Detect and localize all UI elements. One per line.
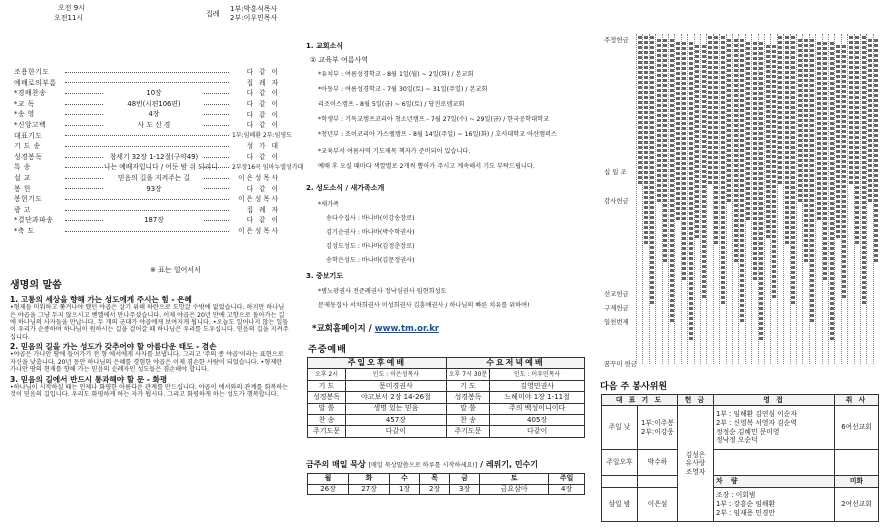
greeting-team: 조장 : 이회범 1부 : 강흥순 임해환 2부 : 임재용 민경만: [714, 488, 835, 522]
meditation-note: [매일 묵상말씀으로 하루를 시작하세요!]: [368, 462, 478, 469]
greeting-team: 차 량: [714, 476, 835, 488]
kitchen-team: 2여선교회: [835, 488, 879, 522]
order-of-worship-column: [0, 0, 304, 529]
order-label: *결단과파송: [14, 216, 54, 225]
order-leader-dots: [65, 199, 229, 200]
meditation-chapter: 1장: [390, 484, 420, 495]
role-label: 주기도문: [308, 426, 346, 437]
offering-names-text: [842, 45, 846, 300]
new-family-line: 송학은성도 : 바나바(김문정권사): [326, 257, 415, 264]
offering-names-text: [778, 36, 782, 186]
order-performer: 다 같 이: [246, 121, 280, 130]
offering-names-text: [734, 39, 738, 264]
education-line: 리조이스캠프 - 8월 5일(금) ~ 6일(토) / 당진로뎀교회: [318, 101, 465, 108]
offering-category-label: 일천번제: [604, 318, 629, 326]
service-name: 주일오후: [602, 450, 638, 476]
order-row: [14, 173, 280, 184]
offering-names-text: [804, 39, 808, 264]
offering-names-text: [682, 42, 686, 282]
order-row: [14, 99, 280, 110]
order-performer: 다 같 이: [246, 99, 280, 108]
offering-names-text: [708, 36, 712, 186]
offering-names-text: [817, 42, 821, 222]
offering-names-text: [791, 36, 795, 306]
order-content: 187장: [104, 216, 204, 224]
new-family-line: 김기순권사 : 바나바(박수학권사): [326, 229, 415, 236]
service-times: [50, 4, 280, 30]
weekly-worship-table: [307, 357, 585, 438]
meditation-day: 토: [480, 474, 549, 485]
order-performer: 1부:임해환 2부:임영도: [232, 132, 292, 140]
offering-names-text: [836, 45, 840, 240]
order-content: 창세기 32장 1-12절(구약49): [104, 153, 204, 161]
order-row: [14, 67, 280, 78]
order-label: 예배로의부름: [14, 78, 57, 87]
order-leader-dots: [65, 146, 229, 147]
order-row: [14, 226, 280, 237]
stand-note: ※ 표는 일어서서: [150, 266, 201, 274]
role-value: 김영민권사: [490, 380, 585, 391]
next-week-row: [602, 450, 879, 476]
offering-names-text: [714, 36, 718, 246]
order-row: [14, 141, 280, 152]
order-content: 10장: [104, 89, 204, 97]
homepage-label: *교회홈페이지 /: [312, 324, 372, 334]
prayer-leader: [638, 476, 678, 488]
offering-names-vertical: [636, 34, 880, 364]
offering-category-label: 주정헌금: [604, 36, 629, 44]
service-name: 주일 낮: [602, 406, 638, 450]
wednesday-title: 수요저녁예배: [446, 358, 584, 369]
prayer-leader: 박수하: [638, 450, 678, 476]
education-line: *유치부 : 여름성경학교 - 8월 1일(월) ~ 2일(화) / 본교회: [318, 71, 474, 78]
order-leader-dots: [65, 231, 229, 232]
order-label: 광 고: [14, 205, 31, 214]
order-label: 설 교: [14, 173, 31, 182]
order-performer: 집 례 자: [246, 78, 280, 87]
order-row: [14, 152, 280, 163]
order-content: 48번(시편106편): [104, 100, 204, 108]
education-line: *아동부 : 여름성경학교 - 7월 30일(토) ~ 31일(주일) / 본교회: [318, 86, 488, 93]
offering-names-text: [676, 42, 680, 222]
order-row: [14, 78, 280, 89]
role-label: 성경봉독: [308, 392, 346, 403]
offering-names-text: [766, 45, 770, 240]
life-section-body: •야곱은 가나안 땅에 들어가기 전 형 에서에게 사자를 보냅니다. 그리고 '주의 종 야곱'이라는 표현으로 자신을 낮춥니다. 20년 동안 하나님의 은혜를 경험한 야곱은 이제 겸손한 사람이 되었습니다. •형제란 가나안 땅의 현재를 향해 가는 믿음의 순례자인 성도들은 겸손해야 합니다.: [10, 351, 284, 374]
greeting-team: [714, 450, 835, 476]
meditation-day: 수: [390, 474, 420, 485]
wednesday-leader: 인도 : 이우민목사: [490, 369, 585, 380]
meditation-chapter: 3장: [450, 484, 480, 495]
life-word-body: [10, 294, 290, 399]
offering-category-label: 선교헌금: [604, 290, 629, 298]
meditation-day: 화: [349, 474, 390, 485]
meditation-chapter: 4장: [549, 484, 585, 495]
new-family-title: 2. 성도소식 / 새가족소개: [306, 184, 385, 192]
order-row: [14, 88, 280, 99]
service-name: 삼일 밤: [602, 488, 638, 522]
order-label: 조용한기도: [14, 68, 50, 77]
homepage: [312, 324, 439, 335]
offering-names-text: [740, 39, 744, 324]
meditation-day: 주일: [549, 474, 585, 485]
kitchen-team: 6여선교회: [835, 406, 879, 450]
meditation-suffix: / 레위기, 민수기: [480, 460, 539, 469]
col-head: 취 사: [835, 395, 879, 406]
order-label: 봉헌기도: [14, 195, 43, 204]
next-week-row: [602, 476, 879, 488]
offering-names-text: [772, 45, 776, 300]
weekly-worship-row: [308, 414, 585, 425]
col-head: 대 표 기 도: [602, 395, 678, 406]
meditation-chapter: 금요삼아: [480, 484, 549, 495]
offering-names-text: [849, 36, 853, 186]
order-label: 특 송: [14, 163, 31, 172]
offering-names-text: [868, 39, 872, 204]
prayer-leader: 이은섬: [638, 488, 678, 522]
offering-names-text: [746, 42, 750, 222]
order-performer: 성 가 대: [246, 142, 280, 151]
order-row: [14, 109, 280, 120]
new-family-line: 송다수집사 : 바나바(이강송장로): [326, 215, 415, 222]
prayer-leader: 1부:이주봉 2부:이강웅: [638, 406, 678, 450]
order-content: 믿음의 길을 지켜주는 길: [104, 174, 204, 182]
offering-names-text: [644, 36, 648, 246]
sunday-pm-leader: 인도 : 이은성목사: [346, 369, 447, 380]
offering-names-text: [638, 36, 642, 186]
greeting-team: 1부 : 임해환 김연심 이순자 2부 : 신영복 서영자 김순역 정정순 김혜민 문미영 정낙정 오순덕: [714, 406, 835, 450]
offering-names-text: [670, 39, 674, 324]
order-content: 4장: [104, 110, 204, 118]
next-week-title: 다음 주 봉사위원: [600, 382, 668, 392]
second-service-time: 오전11시: [54, 14, 84, 22]
offering-names-text: [810, 39, 814, 324]
education-line: 예배 후 오실 때마다 색깔별로 2개씩 뽑아가 주시고 계속해서 기도 부탁드립니다.: [318, 163, 535, 170]
weekly-worship-title: 주중예배: [308, 345, 347, 355]
intercession-line: *병노광권사 전준례권사 정낙심권사 임현희성도: [318, 288, 447, 295]
col-head: 영 접: [714, 395, 835, 406]
order-label: *송 영: [14, 110, 35, 119]
role-label: 찬 송: [446, 414, 489, 425]
life-section-heading: 3. 믿음의 길에서 반드시 통과해야 할 문 - 화평: [10, 374, 168, 384]
life-word-title: 생명의 말씀: [10, 280, 62, 291]
order-content: 93장: [104, 185, 204, 193]
offering-names-text: [823, 42, 827, 282]
offering-names-text: [663, 39, 667, 264]
meditation-chapter: 2장: [420, 484, 450, 495]
order-leader-dots: [65, 72, 229, 73]
order-row: [14, 120, 280, 131]
order-label: 봉 헌: [14, 184, 31, 193]
offering-names-text: [785, 36, 789, 246]
role-label: 성경봉독: [446, 392, 489, 403]
order-performer: 다 같 이: [246, 68, 280, 77]
intercession-line: 문제동집사 서차희권사 이성희권사 김흥애권사 / 하나님의 빠른 치유를 위하여!: [318, 302, 530, 309]
offering-names-text: [695, 45, 699, 240]
role-label: 주기도문: [446, 426, 489, 437]
offering-category-label: 구제헌금: [604, 304, 629, 312]
order-performer: 2부장16곡 임마누엘성가대: [232, 163, 304, 171]
service-name: [602, 476, 638, 488]
order-leader-dots: [65, 210, 229, 211]
order-performer: 다 같 이: [246, 110, 280, 119]
weekly-worship-row: [308, 392, 585, 403]
order-label: 성경봉독: [14, 152, 43, 161]
role-label: 말 씀: [308, 403, 346, 414]
role-value: 생명 있는 믿음: [346, 403, 447, 414]
next-week-row: [602, 406, 879, 450]
offering-names-text: [855, 36, 859, 246]
new-family-subtitle: *새가족: [318, 201, 340, 208]
order-row: [14, 205, 280, 216]
meditation-day: 목: [420, 474, 450, 485]
offering-column: [596, 0, 880, 529]
education-line: *교육부서 여름사역 기도제목 책자가 준비되어 있습니다.: [318, 148, 471, 155]
offering-names-text: [830, 42, 834, 342]
meditation-day: 금: [450, 474, 480, 485]
order-performer: 다 같 이: [246, 152, 280, 161]
offering-category-label: 꿈꾸미 헌금: [604, 360, 637, 368]
offering-names-text: [874, 39, 878, 264]
meditation-title-text: 금주의 매일 묵상: [306, 460, 366, 469]
role-value: 다같이: [346, 426, 447, 437]
order-list: [14, 67, 304, 237]
order-performer: 이은성목사: [238, 195, 280, 204]
offering-names-text: [727, 39, 731, 204]
order-label: 대표기도: [14, 131, 43, 140]
order-performer: 집 례 자: [246, 205, 280, 214]
first-service-time: 오전 9시: [58, 4, 85, 12]
order-row: [14, 215, 280, 226]
offering-names-text: [798, 39, 802, 204]
offering-names-text: [862, 36, 866, 306]
role-value: 주의 백성이니이다: [490, 403, 585, 414]
homepage-link[interactable]: www.tm.or.kr: [374, 324, 440, 334]
order-label: *축 도: [14, 226, 35, 235]
order-row: [14, 194, 280, 205]
order-label: *교 독: [14, 99, 35, 108]
offering-names-text: [650, 36, 654, 306]
weekly-worship-row: [308, 426, 585, 437]
meditation-day: 월: [308, 474, 349, 485]
offering-names-text: [721, 36, 725, 306]
order-label: *신앙고백: [14, 121, 47, 130]
offering-names-text: [753, 42, 757, 282]
kitchen-team: 미화: [835, 476, 879, 488]
daily-meditation-table: [307, 473, 585, 495]
officiant-label: 집례: [206, 10, 220, 18]
order-row: [14, 162, 304, 173]
offering-names-text: [759, 42, 763, 342]
wednesday-time: 오후 7시 30분: [446, 369, 489, 380]
weekly-worship-row: [308, 380, 585, 391]
role-value: 문미경권사: [346, 380, 447, 391]
offering-names-text: [702, 45, 706, 300]
order-performer: 다 같 이: [246, 216, 280, 225]
second-officiant: 2부:이우민목사: [230, 14, 278, 22]
education-line: *학생부 : 기독교캠프코리아 청소년캠프 - 7월 27일(수) ~ 29일(금) / 한국공학대학교: [318, 116, 550, 123]
intercession-title: 3. 중보기도: [306, 272, 344, 280]
life-section-heading: 2. 믿음의 길을 가는 성도가 갖추어야 할 아름다운 태도 - 겸손: [10, 342, 217, 352]
order-content: 나는 예배자입니다 / 어둔 밤 쉬 되리니: [104, 163, 218, 172]
order-performer: 다 같 이: [246, 89, 280, 98]
role-label: 말 씀: [446, 403, 489, 414]
first-officiant: 1부:박흥식목사: [230, 5, 278, 13]
role-value: 405장: [490, 414, 585, 425]
meditation-chapter: 26장: [308, 484, 349, 495]
order-performer: 다 같 이: [246, 184, 280, 193]
daily-meditation-title: [306, 460, 538, 470]
new-family-line: 김성도성도 : 바나바(김정춘장로): [326, 243, 415, 250]
order-label: *경배찬송: [14, 89, 47, 98]
offering-names-text: [689, 42, 693, 342]
education-title: ① 교육부 여름사역: [310, 56, 369, 64]
role-value: 야고보서 2장 14-26절: [346, 392, 447, 403]
sunday-pm-time: 오후 2시: [308, 369, 346, 380]
weekly-worship-row: [308, 403, 585, 414]
order-row: [14, 184, 280, 195]
order-performer: 이은성목사: [238, 174, 280, 183]
order-leader-dots: [65, 135, 229, 136]
order-label: 기 도 송: [14, 142, 41, 151]
kitchen-team: [835, 450, 879, 476]
meditation-chapter: 27장: [349, 484, 390, 495]
order-leader-dots: [65, 82, 229, 83]
role-label: 기 도: [308, 380, 346, 391]
role-value: 457장: [346, 414, 447, 425]
news-column: [296, 0, 586, 529]
sunday-pm-title: 주일오후예배: [308, 358, 447, 369]
church-news-title: 1. 교회소식: [306, 42, 344, 50]
offering-team: 김성은 유사랑 조영자: [678, 406, 714, 522]
role-value: 다같이: [490, 426, 585, 437]
role-label: 찬 송: [308, 414, 346, 425]
order-row: [14, 131, 292, 142]
life-section-heading: 1. 고통의 세상을 향해 가는 성도에게 주시는 힘 - 은혜: [10, 295, 192, 304]
order-performer: 이은성목사: [238, 227, 280, 236]
offering-category-label: 감사헌금: [604, 197, 629, 205]
col-head: 헌 금: [678, 395, 714, 406]
offering-category-label: 십 일 조: [604, 168, 627, 176]
life-section-body: •하나님이 시작하실 때는 언제나 화평한 아름다운 관계를 만드십니다. 야곱이 에서와의 관계를 회복하는 것이 믿음의 길입니다. 우리도 화평하게 하는 자가 됩시다. 그리고 화평하게 하는 성도가 행복합니다.: [10, 383, 289, 399]
life-section-body: •형제들 미워하고 쫓겨나야 했던 야곱은 살기 위해 하란으로 도망갈 수밖에 없었습니다. 하지만 하나님은 야곱을 그냥 두지 않으시고 벧엘에서 만나주셨습니다. 이제 야곱은 20년 만에 고향으로 돌아가는 길에 하나님의 사자들을 만납니다. 두 개의 군대가 야곱에게 보여지게 됩니다. •오늘도 일어나지 않는 일들이 우리가 순종하며 하나님이 원하시는 길을 걸어갈 때 하나님은 우리를 도우십니다. 믿음의 길을 지켜주십니다.: [10, 304, 289, 341]
role-label: 기 도: [446, 380, 489, 391]
order-content: 사 도 신 경: [104, 121, 204, 129]
role-value: 느헤미야 1장 1-11절: [490, 392, 585, 403]
next-week-table: [601, 394, 879, 522]
offering-names-text: [657, 39, 661, 204]
next-week-row: [602, 488, 879, 522]
education-line: *청년부 : 조이코리아 가스펠캠프 - 8월 14일(주일) ~ 16일(화) / 호서대학교 아산캠퍼스: [318, 131, 557, 138]
